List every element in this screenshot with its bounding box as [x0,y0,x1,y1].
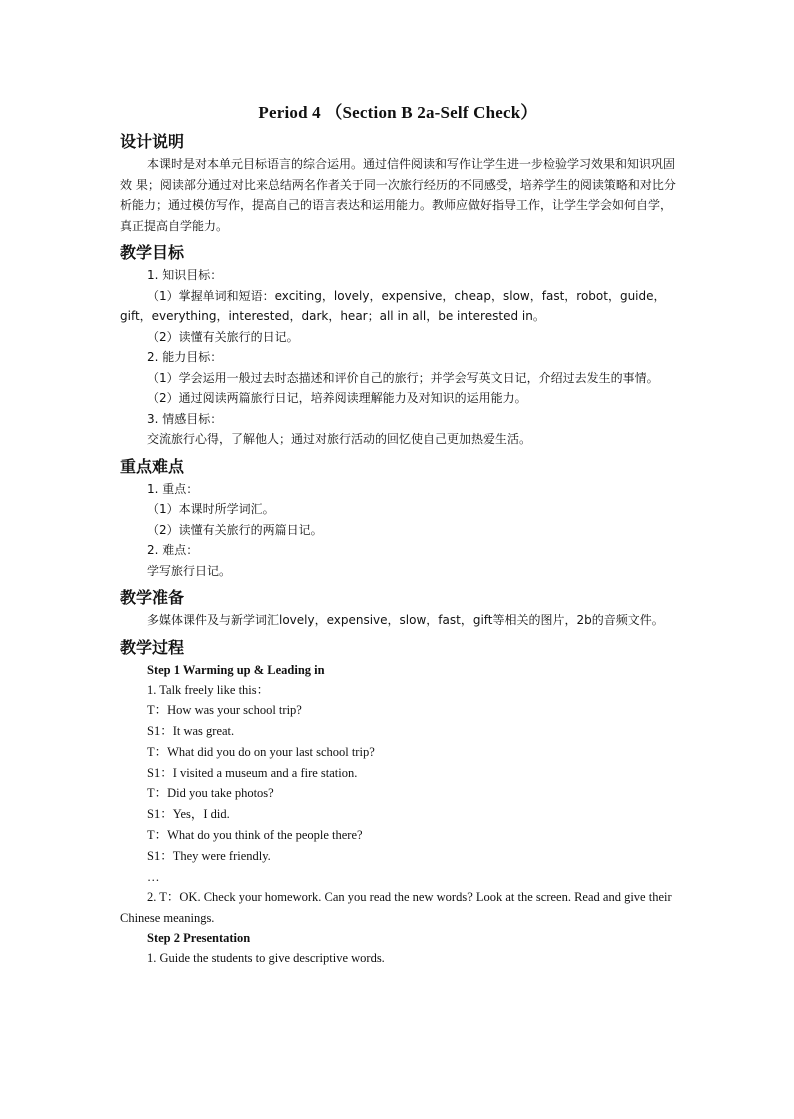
heading-keypoints: 重点难点 [120,456,185,476]
goal-knowledge-2: （2）读懂有关旅行的日记。 [147,329,299,344]
talk-instruction: 1. Talk freely like this： [147,682,270,697]
heading-process: 教学过程 [120,637,185,657]
dialogue-line: T：What do you think of the people there? [147,828,363,843]
dialogue-line: T：How was your school trip? [147,703,302,718]
step-1-title: Step 1 Warming up & Leading in [147,662,325,677]
difficulty-1: 学写旅行日记。 [147,563,232,578]
keypoint-1: （1）本课时所学词汇。 [147,502,275,516]
goal-ability-2: （2）通过阅读两篇旅行日记，培养阅读理解能力及对知识的运用能力。 [147,391,527,405]
goal-knowledge-label: 1. 知识目标： [147,268,223,282]
dialogue-line: S1：It was great. [147,724,235,739]
keypoint-2: （2）读懂有关旅行的两篇日记。 [147,522,323,537]
dialogue-ellipsis: … [147,869,160,884]
step-2-title: Step 2 Presentation [147,931,251,946]
check-homework-paragraph: 2. T：OK. Check your homework. Can you read the new words? Look at the screen. Read and give their Chinese meanings. [120,890,672,925]
dialogue-line: T：What did you do on your last school trip? [147,744,375,759]
goal-ability-1: （1）学会运用一般过去时态描述和评价自己的旅行；并学会写英文日记，介绍过去发生的事情。 [147,370,659,385]
dialogue-line: S1：They were friendly. [147,848,271,863]
goal-emotion-1: 交流旅行心得，了解他人；通过对旅行活动的回忆使自己更加热爱生活。 [147,432,532,446]
document-title: Period 4 （Section B 2a-Self Check） [258,103,538,122]
difficulty-label: 2. 难点： [147,543,199,557]
heading-goals: 教学目标 [120,243,185,262]
keypoint-label: 1. 重点： [147,481,199,496]
goal-emotion-label: 3. 情感目标： [147,411,223,426]
design-paragraph: 本课时是对本单元目标语言的综合运用。通过信件阅读和写作让学生进一步检验学习效果和知识巩固效 果；阅读部分通过对比来总结两名作者关于同一次旅行经历的不同感受，培养学生的阅读策略和对比分析能力；通过模仿写作，提高自己的语言表达和运用能力。教师应做好指导工作，让学生学会如何自学，真正提高自学能力。 [120,157,676,233]
prep-paragraph: 多媒体课件及与新学词汇lovely，expensive，slow，fast，gift等相关的图片，2b的音频文件。 [147,613,664,627]
dialogue-line: S1：Yes，I did. [147,807,230,822]
dialogue-line: S1：I visited a museum and a fire station. [147,765,358,780]
heading-design: 设计说明 [120,132,185,151]
dialogue-line: T：Did you take photos? [147,786,274,801]
guide-instruction: 1. Guide the students to give descriptive words. [147,951,385,966]
goal-ability-label: 2. 能力目标： [147,350,223,364]
heading-prep: 教学准备 [120,588,185,607]
document-content [120,98,676,969]
goal-knowledge-1: （1）掌握单词和短语：exciting，lovely，expensive，cheap，slow，fast，robot，guide，gift，everything，interested，dark，hear；all in all，be interested in。 [120,288,666,323]
